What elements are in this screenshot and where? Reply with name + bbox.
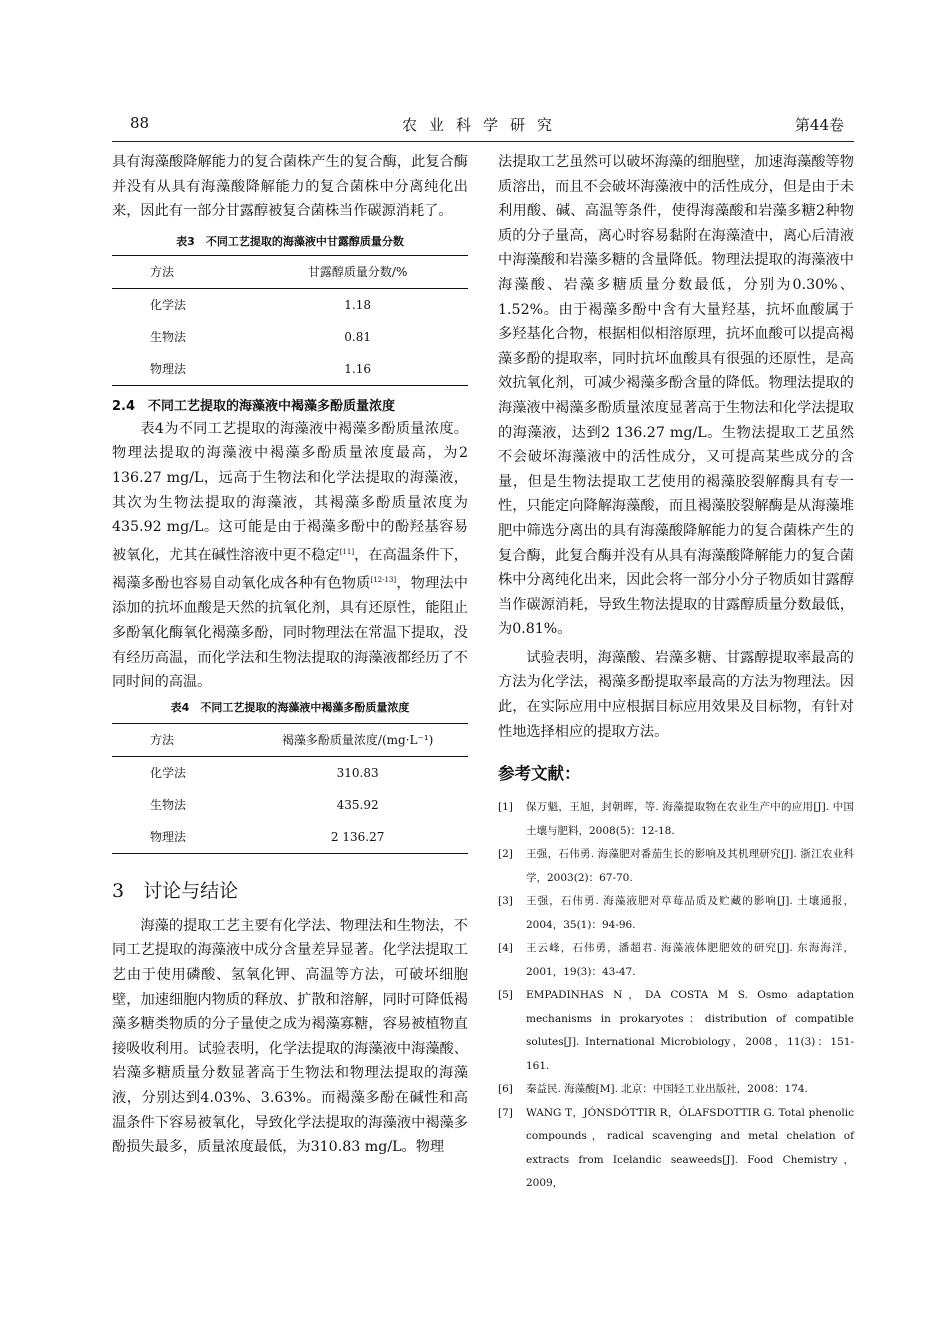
reference-list xyxy=(498,796,854,1196)
reference-item xyxy=(498,1102,854,1196)
table3-header-row xyxy=(112,255,468,288)
reference-text: 王强，石伟勇. 海藻肥对番茄生长的影响及其机理研究[J]. 浙江农业科学，2003(2)：67-70. xyxy=(526,848,854,884)
table-cell: 2 136.27 xyxy=(247,821,468,854)
citation-12-13: [12-13] xyxy=(370,576,397,585)
page-number: 88 xyxy=(130,114,150,132)
table-row xyxy=(112,353,468,386)
reference-item xyxy=(498,1078,854,1102)
table-cell: 生物法 xyxy=(150,330,187,345)
reference-number: [1] xyxy=(498,801,513,814)
section-2-4-text-a: 表4为不同工艺提取的海藻液中褐藻多酚质量浓度。物理法提取的海藻液中褐藻多酚质量浓度最高，为2 136.27 mg/L，远高于生物法和化学法提取的海藻液，其次为生物法提取的海藻液，其褐藻多酚质量浓度为435.92 mg/L。这可能是由于褐藻多酚中的酚羟基容易被氧化，尤其在碱性溶液中更不稳定 xyxy=(112,420,468,564)
reference-text: WANG T，JÓNSDÓTTIR R，ÓLAFSDOTTIR G. Total phenolic compounds，radical scavenging and metal chelation of extracts from Icelandic seaweeds[J]. Food Chemistry，2009， xyxy=(526,1106,854,1190)
reference-item xyxy=(498,937,854,984)
citation-11: [11] xyxy=(339,547,355,556)
reference-item xyxy=(498,984,854,1078)
table-cell: 物理法 xyxy=(112,353,247,386)
table-row xyxy=(112,789,468,821)
table4-header-value: 褐藻多酚质量浓度/(mg·L⁻¹) xyxy=(247,723,468,756)
reference-text: 保万魁，王旭，封朝晖，等. 海藻提取物在农业生产中的应用[J]. 中国土壤与肥料，2008(5)：12-18. xyxy=(526,801,854,837)
right-column xyxy=(498,150,854,1196)
table-cell: 1.18 xyxy=(344,297,371,312)
table3-caption: 表3 不同工艺提取的海藻液中甘露醇质量分数 xyxy=(176,234,404,248)
table-cell: 0.81 xyxy=(344,329,371,344)
reference-number: [7] xyxy=(498,1106,513,1119)
reference-number: [5] xyxy=(498,989,513,1002)
section-3-paragraph: 海藻的提取工艺主要有化学法、物理法和生物法，不同工艺提取的海藻液中成分含量差异显著。化学法提取工艺由于使用磷酸、氢氧化钾、高温等方法，可破坏细胞壁，加速细胞内物质的释放、扩散和溶解，同时可降低褐藻多糖类物质的分子量使之成为褐藻寡糖，容易被植物直接吸收利用。试验表明，化学法提取的海藻液中海藻酸、岩藻多糖质量分数显著高于生物法和物理法提取的海藻液，分别达到4.03%、3.63%。而褐藻多酚在碱性和高温条件下容易被氧化，导致化学法提取的海藻液中褐藻多酚损失最多，质量浓度最低，为310.83 mg/L。物理 xyxy=(112,917,468,1156)
table4-header-method: 方法 xyxy=(112,723,247,756)
reference-number: [6] xyxy=(498,1083,513,1096)
volume-label: 第44卷 xyxy=(794,116,844,134)
table3-header-value: 甘露醇质量分数/% xyxy=(247,255,468,288)
section-3-heading: 3 讨论与结论 xyxy=(112,879,239,902)
reference-item xyxy=(498,843,854,890)
section-2-4-heading: 2.4 不同工艺提取的海藻液中褐藻多酚质量浓度 xyxy=(112,398,396,414)
table-row xyxy=(112,821,468,854)
table-cell: 1.16 xyxy=(247,353,468,386)
reference-number: [2] xyxy=(498,848,513,861)
conclusion-paragraph: 试验表明，海藻酸、岩藻多糖、甘露醇提取率最高的方法为化学法，褐藻多酚提取率最高的方法为物理法。因此，在实际应用中应根据目标应用效果及目标物，有针对性地选择相应的提取方法。 xyxy=(498,649,854,740)
table-cell: 化学法 xyxy=(150,766,187,781)
section-2-4-text-c: ，物理法中添加的抗坏血酸是天然的抗氧化剂，具有还原性，能阻止多酚氧化酶氧化褐藻多酚，同时物理法在常温下提取，没有经历高温，而化学法和生物法提取的海藻液都经历了不同时间的高温。 xyxy=(112,575,468,691)
table4 xyxy=(112,723,468,854)
table-row xyxy=(112,321,468,353)
reference-text: 王强，石伟勇. 海藻液肥对草莓品质及贮藏的影响[J]. 土壤通报，2004，35(1)：94-96. xyxy=(526,895,854,931)
table-row xyxy=(112,756,468,789)
references-heading: 参考文献： xyxy=(498,764,581,784)
section-2-4-paragraph xyxy=(112,417,468,695)
section-2-4-text-b: ，在高温条件下，褐藻多酚也容易自动氧化成各种有色物质 xyxy=(112,547,468,592)
reference-number: [4] xyxy=(498,942,513,955)
running-header xyxy=(112,114,854,138)
table-row xyxy=(112,288,468,321)
reference-number: [3] xyxy=(498,895,513,908)
journal-title: 农业科学研究 xyxy=(401,116,564,134)
table-cell: 310.83 xyxy=(336,765,379,780)
header-rule xyxy=(112,141,854,142)
table4-caption: 表4 不同工艺提取的海藻液中褐藻多酚质量浓度 xyxy=(170,700,410,714)
reference-text: 王云峰，石伟勇，潘超君. 海藻液体肥肥效的研究[J]. 东海海洋，2001，19(3)：43-47. xyxy=(526,942,854,978)
table-cell: 化学法 xyxy=(150,298,187,313)
reference-text: 秦益民. 海藻酸[M]. 北京：中国轻工业出版社，2008：174. xyxy=(526,1083,808,1096)
left-column xyxy=(112,150,468,1160)
reference-item xyxy=(498,890,854,937)
reference-item xyxy=(498,796,854,843)
table-cell: 物理法 xyxy=(112,821,247,854)
table3-header-method: 方法 xyxy=(112,255,247,288)
table-cell: 435.92 xyxy=(336,797,379,812)
table3 xyxy=(112,255,468,386)
right-paragraph-continued: 法提取工艺虽然可以破坏海藻的细胞壁，加速海藻酸等物质溶出，而且不会破坏海藻液中的活性成分，但是由于未利用酸、碱、高温等条件，使得海藻酸和岩藻多糖2种物质的分子量高，离心时容易黏附在海藻渣中，离心后清液中海藻酸和岩藻多糖的含量降低。物理法提取的海藻液中海藻酸、岩藻多糖质量分数最低，分别为0.30%、1.52%。由于褐藻多酚中含有大量羟基，抗坏血酸属于多羟基化合物，根据相似相溶原理，抗坏血酸可以提高褐藻多酚的提取率，同时抗坏血酸具有很强的还原性，是高效抗氧化剂，可减少褐藻多酚含量的降低。物理法提取的海藻液中褐藻多酚质量浓度显著高于生物法和化学法提取的海藻液，达到2 136.27 mg/L。生物法提取工艺虽然不会破坏海藻液中的活性成分，又可提高某些成分的含量，但是生物法提取工艺使用的褐藻胶裂解酶具有专一性，只能定向降解海藻酸，而且褐藻胶裂解酶是从海藻堆肥中筛选分离出的具有海藻酸降解能力的复合菌株产生的复合酶，此复合酶并没有从具有海藻酸降解能力的复合菌株中分离纯化出来，因此会将一部分小分子物质如甘露醇当作碳源消耗，导致生物法提取的甘露醇质量分数最低，为0.81%。 xyxy=(498,154,854,638)
reference-text: EMPADINHAS N，DA COSTA M S. Osmo adaptation mechanisms in prokaryotes：distribution of compatible solutes[J]. International Microbiology，2008，11(3)：151-161. xyxy=(526,989,854,1072)
paragraph-continued: 具有海藻酸降解能力的复合菌株产生的复合酶，此复合酶并没有从具有海藻酸降解能力的复合菌株中分离纯化出来，因此有一部分甘露醇被复合菌株当作碳源消耗了。 xyxy=(112,154,468,220)
table-cell: 生物法 xyxy=(150,798,187,813)
table4-header-row xyxy=(112,723,468,756)
